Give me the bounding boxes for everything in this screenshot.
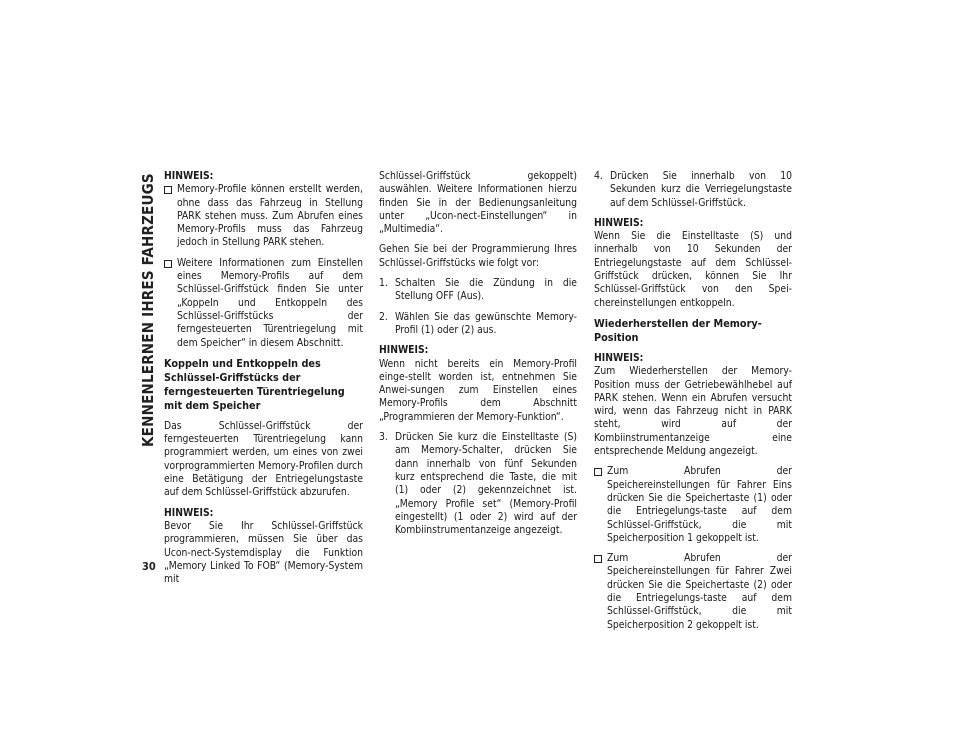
square-bullet-icon [594, 468, 602, 476]
paragraph: Bevor Sie Ihr Schlüssel-Griffstück programmieren, müssen Sie über das Ucon-nect-Systemdisplay die Funktion „Memory Linked To FOB“ (Memory-System mit [164, 519, 363, 586]
section-title: KENNENLERNEN IHRES FAHRZEUGS [139, 173, 157, 448]
paragraph: Das Schlüssel-Griffstück der ferngesteuerten Türentriegelung kann programmiert werden, um eines von zwei vorprogrammierten Memory-Profilen durch eine Betätigung der Entriegelungstaste auf dem Schlüssel-Griffstück abzurufen. [164, 419, 363, 499]
step-text: Drücken Sie innerhalb von 10 Sekunden kurz die Verriegelungstaste auf dem Schlüssel-Griffstück. [610, 170, 792, 209]
column-1 [164, 170, 363, 586]
list-item [164, 257, 363, 350]
note-label: HINWEIS: [164, 170, 214, 182]
list-item [594, 465, 792, 545]
list-item-text: Weitere Informationen zum Einstellen eines Memory-Profils auf dem Schlüssel-Griffstück finden Sie unter „Koppeln und Entkoppeln des Schlüssel-Griffstücks der ferngesteuerten Türentriegelung mit dem Speicher“ in diesem Abschnitt. [177, 256, 363, 349]
list-item [164, 183, 363, 249]
step-number: 3. [379, 431, 388, 444]
square-bullet-icon [594, 555, 602, 563]
section-heading: Wiederherstellen der Memory-Position [594, 316, 762, 344]
numbered-step [379, 311, 577, 338]
numbered-step [594, 170, 792, 210]
note-label: HINWEIS: [379, 344, 429, 357]
column-3 [594, 170, 792, 639]
square-bullet-icon [164, 260, 172, 268]
paragraph: Gehen Sie bei der Programmierung Ihres Schlüssel-Griffstücks wie folgt vor: [379, 243, 577, 269]
step-text: Drücken Sie kurz die Einstelltaste (S) am Memory-Schalter, drücken Sie dann innerhalb von fünf Sekunden kurz entsprechend die Taste, die mit (1) oder (2) gekennzeichnet ist. „Memory Profile set“ (Memory-Profil eingestellt) (1 oder 2) wird auf der Kombiinstrumentanzeige angezeigt. [395, 431, 577, 537]
page-number: 30 [142, 560, 156, 573]
column-2 [379, 170, 577, 544]
section-heading: Koppeln und Entkoppeln des Schlüssel-Griffstücks der ferngesteuerten Türentriegelung mit dem Speicher [164, 356, 345, 412]
list-item [594, 552, 792, 632]
note-label: HINWEIS: [594, 216, 644, 229]
paragraph: Wenn Sie die Einstelltaste (S) und innerhalb von 10 Sekunden der Entriegelungstaste auf dem Schlüssel-Griffstück drücken, können Sie Ihr Schlüssel-Griffstück von den Spei-chereinstellungen entkoppeln. [594, 230, 792, 309]
step-text: Wählen Sie das gewünschte Memory-Profil (1) oder (2) aus. [395, 310, 577, 336]
numbered-step [379, 431, 577, 537]
step-number: 2. [379, 310, 388, 323]
numbered-step [379, 277, 577, 304]
step-number: 4. [594, 170, 603, 182]
list-item-text: Memory-Profile können erstellt werden, ohne dass das Fahrzeug in Stellung PARK stehen muss. Zum Abrufen eines Memory-Profils muss das Fahrzeug jedoch in Stellung PARK stehen. [177, 183, 363, 249]
paragraph: Zum Wiederherstellen der Memory-Position muss der Getriebewählhebel auf PARK stehen. Wenn ein Abrufen versucht wird, wenn das Fahrzeug nicht in PARK steht, wird auf der Kombiinstrumentanzeige eine entsprechende Meldung angezeigt. [594, 365, 792, 458]
step-text: Schalten Sie die Zündung in die Stellung OFF (Aus). [395, 277, 577, 303]
note-label: HINWEIS: [594, 351, 644, 364]
paragraph: Schlüssel-Griffstück gekoppelt) auswählen. Weitere Informationen hierzu finden Sie in der Bedienungsanleitung unter „Ucon-nect-Einstellungen“ in „Multimedia“. [379, 170, 577, 236]
square-bullet-icon [164, 186, 172, 194]
step-number: 1. [379, 277, 388, 290]
note-label: HINWEIS: [164, 506, 214, 519]
section-sidebar [137, 172, 159, 552]
paragraph: Wenn nicht bereits ein Memory-Profil einge-stellt worden ist, entnehmen Sie Anwei-sungen zum Einstellen eines Memory-Profils dem Abschnitt „Programmieren der Memory-Funktion“. [379, 357, 577, 423]
list-item-text: Zum Abrufen der Speichereinstellungen für Fahrer Eins drücken Sie die Speichertaste (1) oder die Entriegelungs-taste auf dem Schlüssel-Griffstück, die mit Speicherposition 1 gekoppelt ist. [607, 465, 792, 544]
list-item-text: Zum Abrufen der Speichereinstellungen für Fahrer Zwei drücken Sie die Speichertaste (2) oder die Entriegelungs-taste auf dem Schlüssel-Griffstück, die mit Speicherposition 2 gekoppelt ist. [607, 552, 792, 631]
